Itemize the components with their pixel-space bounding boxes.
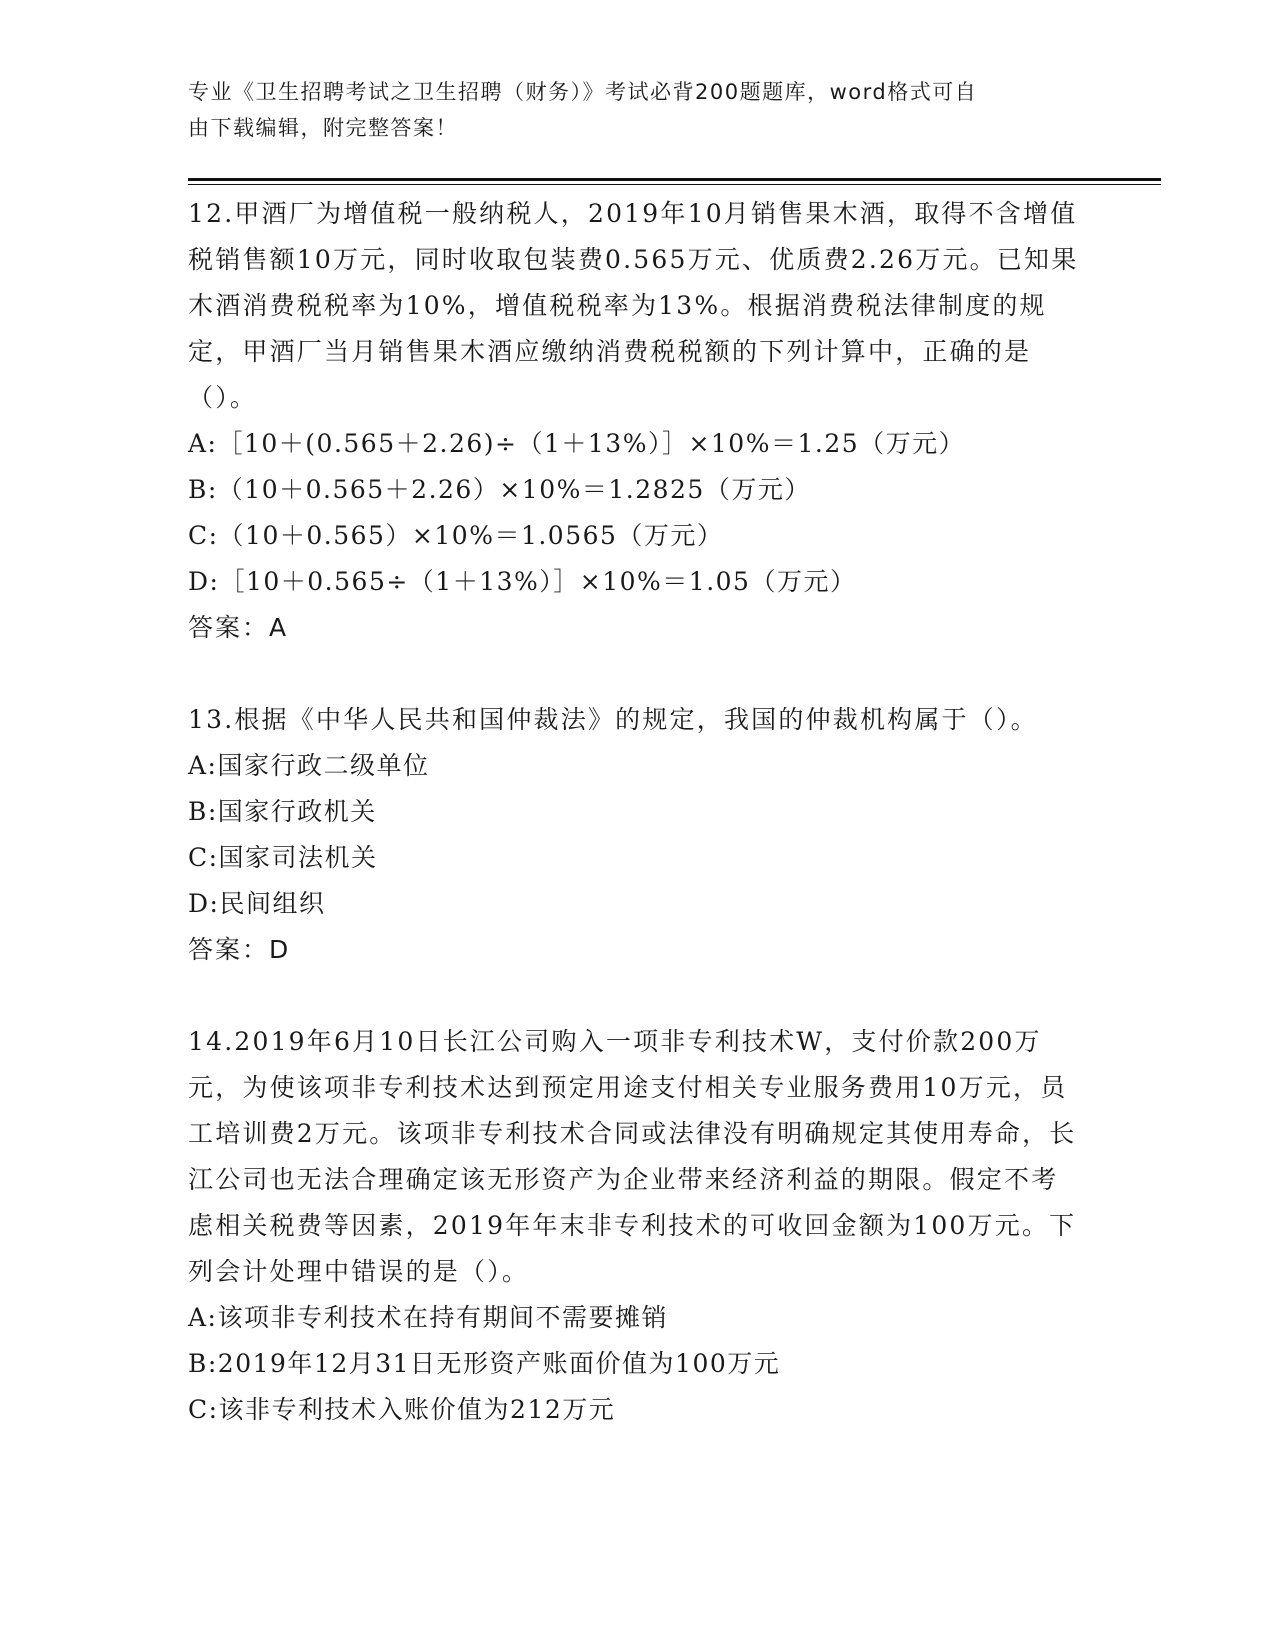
option-b: B:国家行政机关 [188, 797, 377, 826]
option-c: C:（10＋0.565）×10%＝1.0565（万元） [188, 521, 724, 550]
option-c: C:该非专利技术入账价值为212万元 [188, 1395, 616, 1424]
option-c: C:国家司法机关 [188, 843, 378, 872]
answer-line: 答案：A [188, 613, 289, 642]
option-a: A:该项非专利技术在持有期间不需要摊销 [188, 1303, 668, 1332]
question-12 [188, 191, 1088, 651]
option-d: D:［10＋0.565÷（1＋13%）］×10%＝1.05（万元） [188, 567, 857, 596]
document-header [188, 74, 1068, 146]
option-d: D:民间组织 [188, 889, 326, 918]
question-stem: 12.甲酒厂为增值税一般纳税人，2019年10月销售果木酒，取得不含增值税销售额10万元，同时收取包装费0.565万元、优质费2.26万元。已知果木酒消费税税率为10%，增值税税率为13%。根据消费税法律制度的规定，甲酒厂当月销售果木酒应缴纳消费税税额的下列计算中，正确的是（）。 [188, 199, 1079, 412]
header-line-2: 由下载编辑，附完整答案！ [188, 116, 458, 140]
answer-line: 答案：D [188, 935, 291, 964]
question-spacer [188, 973, 1088, 1019]
option-b: B:（10＋0.565＋2.26）×10%＝1.2825（万元） [188, 475, 811, 504]
question-13 [188, 697, 1088, 973]
header-line-1: 专业《卫生招聘考试之卫生招聘（财务）》考试必背200题题库，word格式可自 [188, 80, 978, 104]
option-a: A:［10＋(0.565＋2.26)÷（1＋13%）］×10%＝1.25（万元） [188, 429, 966, 458]
option-a: A:国家行政二级单位 [188, 751, 430, 780]
question-stem: 14.2019年6月10日长江公司购入一项非专利技术W，支付价款200万元，为使该项非专利技术达到预定用途支付相关专业服务费用10万元，员工培训费2万元。该项非专利技术合同或法律没有明确规定其使用寿命，长江公司也无法合理确定该无形资产为企业带来经济利益的期限。假定不考虑相关税费等因素，2019年年末非专利技术的可收回金额为100万元。下列会计处理中错误的是（）。 [188, 1027, 1077, 1286]
header-rule-thin [188, 184, 1161, 185]
question-14 [188, 1019, 1088, 1433]
header-rule-thick [188, 178, 1161, 181]
question-stem: 13.根据《中华人民共和国仲裁法》的规定，我国的仲裁机构属于（）。 [188, 705, 1038, 734]
question-spacer [188, 651, 1088, 697]
option-b: B:2019年12月31日无形资产账面价值为100万元 [188, 1349, 781, 1378]
question-list [188, 191, 1088, 1433]
